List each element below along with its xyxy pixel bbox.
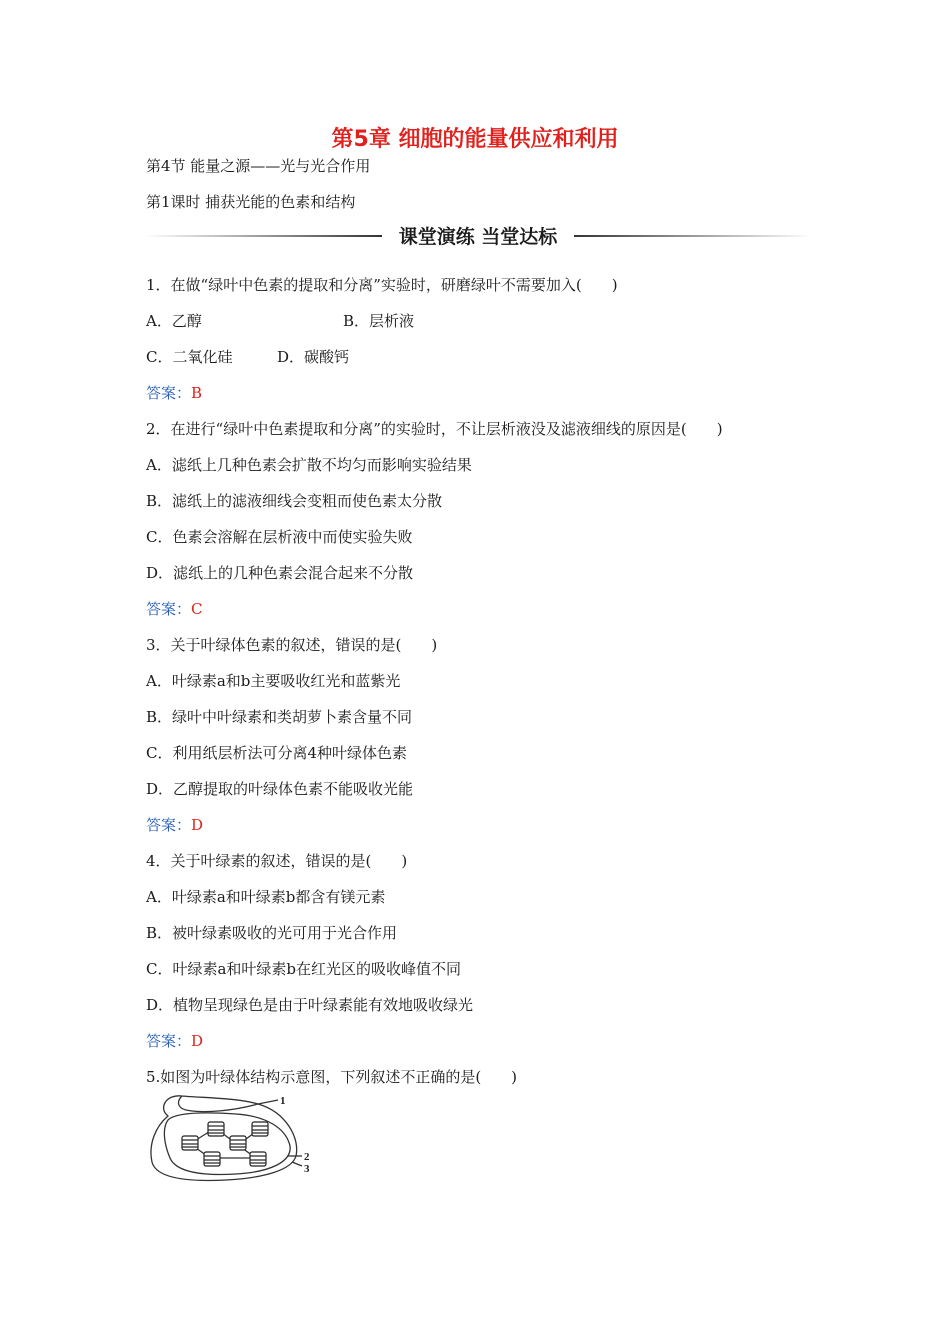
granum bbox=[208, 1122, 224, 1136]
figure-label-3: 3 bbox=[304, 1163, 310, 1175]
option: A．乙醇 bbox=[146, 312, 202, 330]
option: B．被叶绿素吸收的光可用于光合作用 bbox=[146, 924, 398, 942]
granum bbox=[250, 1152, 266, 1166]
option: B．滤纸上的滤液细线会变粗而使色素太分散 bbox=[146, 492, 443, 510]
banner-rule-left bbox=[146, 235, 382, 237]
granum bbox=[182, 1136, 198, 1150]
answer-label: 答案： bbox=[146, 600, 192, 618]
granum bbox=[230, 1136, 246, 1150]
option: C．叶绿素a和叶绿素b在红光区的吸收峰值不同 bbox=[146, 960, 462, 978]
question-stem: 1．在做“绿叶中色素的提取和分离”实验时，研磨绿叶不需要加入( ) bbox=[146, 276, 618, 294]
option: C．色素会溶解在层析液中而使实验失败 bbox=[146, 528, 413, 546]
option: D．植物呈现绿色是由于叶绿素能有效地吸收绿光 bbox=[146, 996, 474, 1014]
question-stem: 2．在进行“绿叶中色素提取和分离”的实验时，不让层析液没及滤液细线的原因是( ) bbox=[146, 420, 723, 438]
granum bbox=[252, 1122, 268, 1136]
answer-value: D bbox=[191, 816, 204, 834]
chloroplast-diagram bbox=[146, 1092, 316, 1184]
answer-label: 答案： bbox=[146, 1032, 192, 1050]
section-title: 第4节 能量之源——光与光合作用 bbox=[146, 157, 371, 175]
section-banner bbox=[146, 220, 810, 250]
answer-label: 答案： bbox=[146, 816, 192, 834]
option: B．层析液 bbox=[343, 312, 415, 330]
option: C．二氧化硅 bbox=[146, 348, 233, 366]
answer-label: 答案： bbox=[146, 384, 192, 402]
option: D．碳酸钙 bbox=[277, 348, 350, 366]
question-stem: 3．关于叶绿体色素的叙述，错误的是( ) bbox=[146, 636, 438, 654]
option: B．绿叶中叶绿素和类胡萝卜素含量不同 bbox=[146, 708, 413, 726]
chapter-title: 第5章 细胞的能量供应和利用 bbox=[331, 127, 619, 152]
banner-text: 课堂演练 当堂达标 bbox=[398, 226, 558, 248]
answer-value: C bbox=[191, 600, 203, 618]
answer-line bbox=[146, 1030, 203, 1051]
granum bbox=[204, 1152, 220, 1166]
answer-value: B bbox=[191, 384, 203, 402]
option: D．乙醇提取的叶绿体色素不能吸收光能 bbox=[146, 780, 414, 798]
question-stem: 5.如图为叶绿体结构示意图，下列叙述不正确的是( ) bbox=[146, 1068, 518, 1086]
option: A．叶绿素a和叶绿素b都含有镁元素 bbox=[146, 888, 386, 906]
figure-label-2: 2 bbox=[304, 1151, 310, 1163]
option: A．叶绿素a和b主要吸收红光和蓝紫光 bbox=[146, 672, 401, 690]
lesson-title: 第1课时 捕获光能的色素和结构 bbox=[146, 193, 356, 211]
answer-line bbox=[146, 382, 202, 403]
option: A．滤纸上几种色素会扩散不均匀而影响实验结果 bbox=[146, 456, 472, 474]
question-stem: 4．关于叶绿素的叙述，错误的是( ) bbox=[146, 852, 408, 870]
answer-line bbox=[146, 814, 203, 835]
option: D．滤纸上的几种色素会混合起来不分散 bbox=[146, 564, 414, 582]
option: C．利用纸层析法可分离4种叶绿体色素 bbox=[146, 744, 408, 762]
answer-value: D bbox=[191, 1032, 204, 1050]
banner-rule-right bbox=[574, 235, 810, 237]
answer-line bbox=[146, 598, 203, 619]
figure-label-1: 1 bbox=[280, 1095, 286, 1107]
